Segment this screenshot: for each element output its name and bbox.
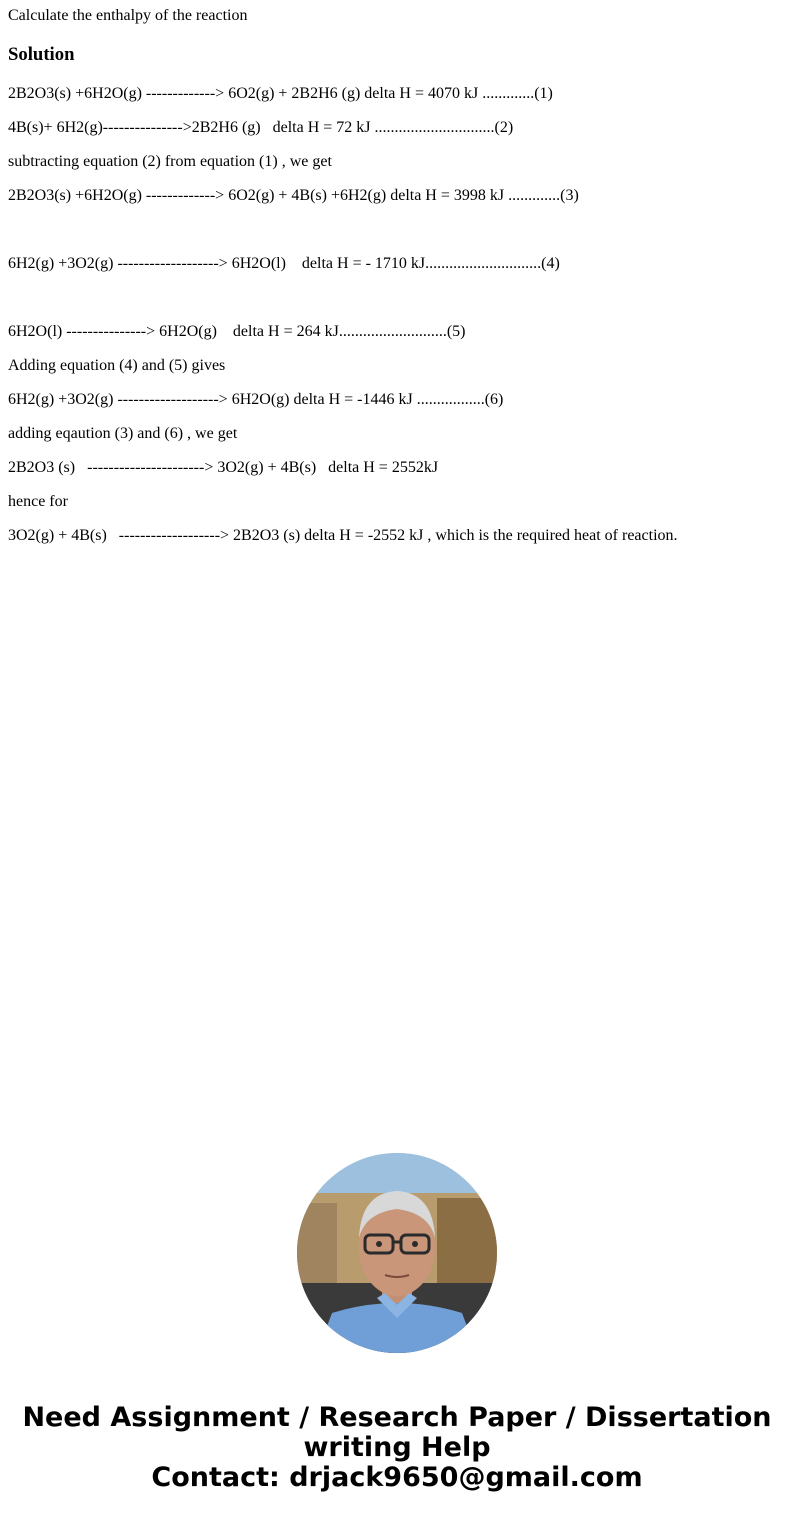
equation-line-8: 6H2(g) +3O2(g) -------------------> 6H2O(g) delta H = -1446 kJ .................(6) [8, 391, 504, 408]
promo-contact-line: Contact: drjack9650@gmail.com [151, 1462, 643, 1493]
author-avatar [297, 1153, 497, 1353]
author-portrait-image [297, 1153, 497, 1353]
explanation-line-11: hence for [8, 493, 68, 510]
equation-line-12: 3O2(g) + 4B(s) -------------------> 2B2O3 (s) delta H = -2552 kJ , which is the required heat of reaction. [8, 527, 678, 544]
equation-line-2: 4B(s)+ 6H2(g)--------------->2B2H6 (g) delta H = 72 kJ ..............................(2) [8, 119, 514, 136]
equation-line-4: 2B2O3(s) +6H2O(g) -------------> 6O2(g) + 4B(s) +6H2(g) delta H = 3998 kJ .............(3) [8, 187, 579, 204]
equation-line-1: 2B2O3(s) +6H2O(g) -------------> 6O2(g) + 2B2H6 (g) delta H = 4070 kJ .............(1) [8, 85, 553, 102]
solution-document [8, 0, 786, 544]
solution-heading: Solution [8, 44, 75, 65]
explanation-line-3: subtracting equation (2) from equation (1) , we get [8, 153, 332, 170]
equation-line-10: 2B2O3 (s) ----------------------> 3O2(g) + 4B(s) delta H = 2552kJ [8, 459, 439, 476]
question-text: Calculate the enthalpy of the reaction [8, 7, 248, 24]
equation-line-6: 6H2O(l) ---------------> 6H2O(g) delta H = 264 kJ...........................(5) [8, 323, 466, 340]
equation-line-5: 6H2(g) +3O2(g) -------------------> 6H2O(l) delta H = - 1710 kJ.............................(4) [8, 255, 560, 272]
explanation-line-7: Adding equation (4) and (5) gives [8, 357, 226, 374]
promo-line-1: Need Assignment / Research Paper / Dissertation [22, 1402, 772, 1433]
promo-banner [0, 1403, 794, 1493]
promo-line-2: writing Help [303, 1432, 491, 1463]
explanation-line-9: adding eqaution (3) and (6) , we get [8, 425, 238, 442]
